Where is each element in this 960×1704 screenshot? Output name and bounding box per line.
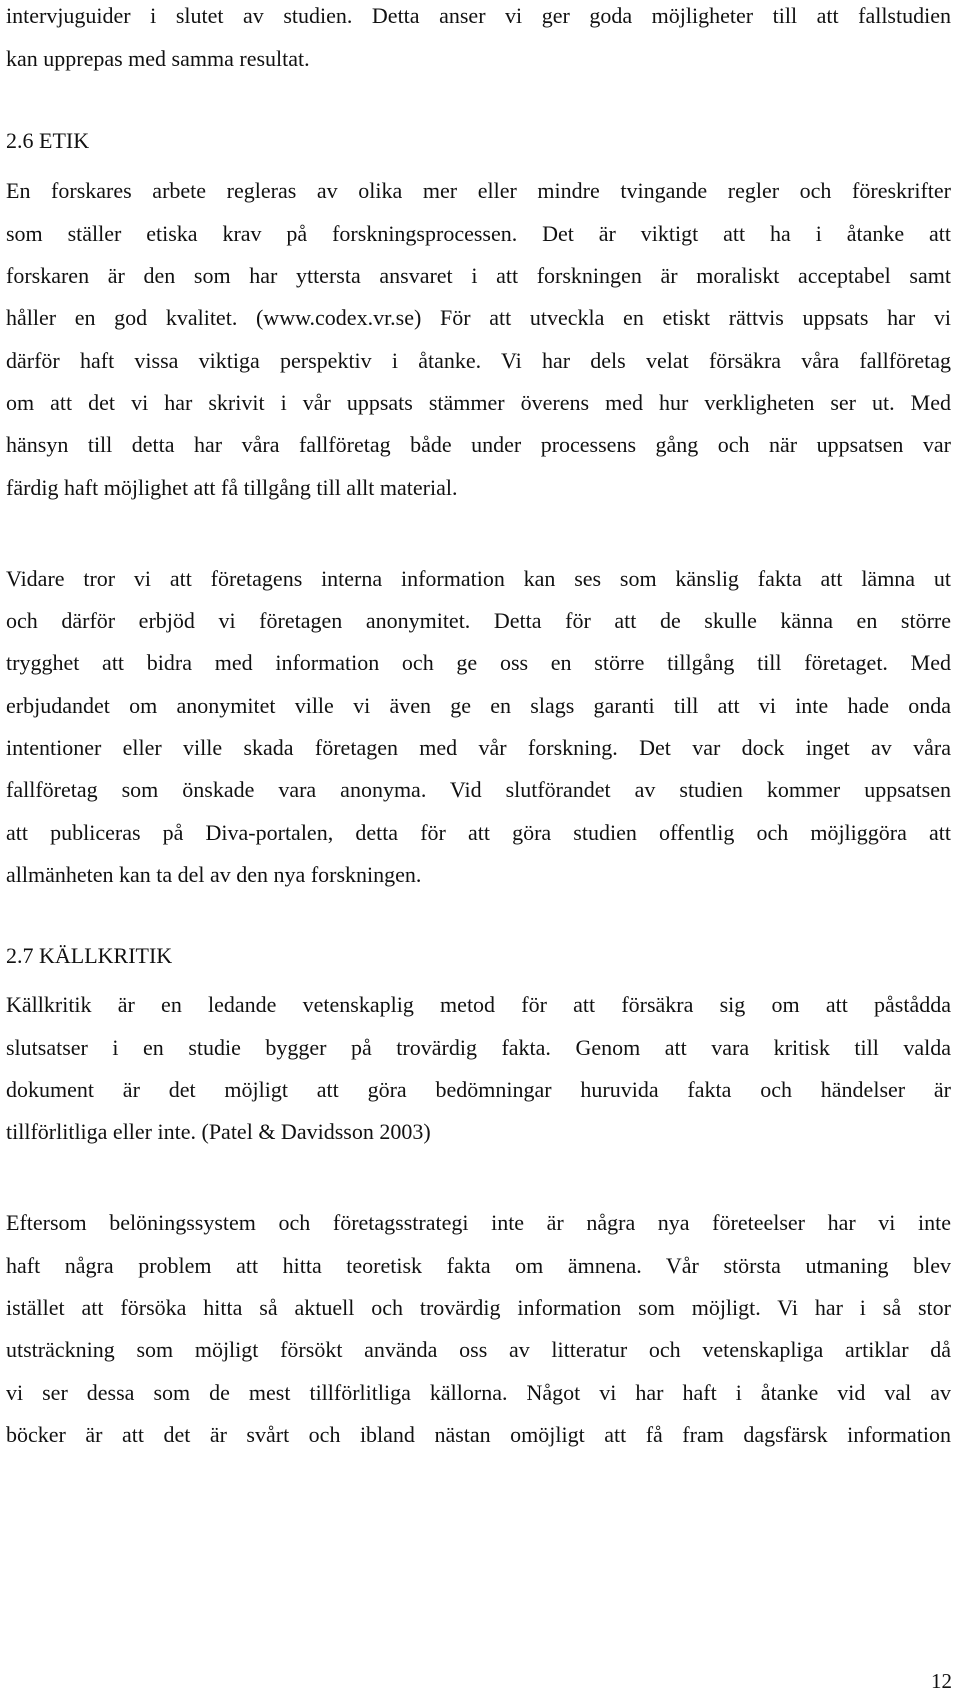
- body-text-line: att publiceras på Diva-portalen, detta för att göra studien offentlig och möjliggöra att: [6, 820, 951, 845]
- body-text-line: fallföretag som önskade vara anonyma. Vid slutförandet av studien kommer uppsatsen: [6, 777, 951, 802]
- page-number: 12: [931, 1669, 952, 1693]
- body-text-line: Eftersom belöningssystem och företagsstrategi inte är några nya företeelser har vi inte: [6, 1210, 951, 1235]
- body-text-line: erbjudandet om anonymitet ville vi även ge en slags garanti till att vi inte hade onda: [6, 693, 951, 718]
- body-text-line: Källkritik är en ledande vetenskaplig metod för att försäkra sig om att påstådda: [6, 992, 951, 1017]
- body-text-line: som ställer etiska krav på forskningsprocessen. Det är viktigt att ha i åtanke att: [6, 221, 951, 246]
- body-text-line: därför haft vissa viktiga perspektiv i åtanke. Vi har dels velat försäkra våra fallföretag: [6, 348, 951, 373]
- body-text-line: slutsatser i en studie bygger på trovärdig fakta. Genom att vara kritisk till valda: [6, 1035, 951, 1060]
- body-text-line: intervjuguider i slutet av studien. Detta anser vi ger goda möjligheter till att fallstudien: [6, 3, 951, 28]
- section-heading: 2.7 KÄLLKRITIK: [6, 943, 173, 968]
- body-text-line: kan upprepas med samma resultat.: [6, 46, 310, 71]
- body-text-line: och därför erbjöd vi företagen anonymitet. Detta för att de skulle känna en större: [6, 608, 951, 633]
- body-text-line: böcker är att det är svårt och ibland nästan omöjligt att få fram dagsfärsk information: [6, 1422, 951, 1447]
- body-text-line: hänsyn till detta har våra fallföretag både under processens gång och när uppsatsen var: [6, 432, 951, 457]
- body-text-line: Vidare tror vi att företagens interna information kan ses som känslig fakta att lämna ut: [6, 566, 951, 591]
- body-text-line: dokument är det möjligt att göra bedömningar huruvida fakta och händelser är: [6, 1077, 951, 1102]
- body-text-line: vi ser dessa som de mest tillförlitliga källorna. Något vi har haft i åtanke vid val av: [6, 1380, 951, 1405]
- body-text-line: intentioner eller ville skada företagen med vår forskning. Det var dock inget av våra: [6, 735, 951, 760]
- body-text-line: färdig haft möjlighet att få tillgång till allt material.: [6, 475, 458, 500]
- body-text-line: haft några problem att hitta teoretisk fakta om ämnena. Vår största utmaning blev: [6, 1253, 951, 1278]
- body-text-line: utsträckning som möjligt försökt använda oss av litteratur och vetenskapliga artiklar då: [6, 1337, 951, 1362]
- body-text-line: håller en god kvalitet. (www.codex.vr.se) För att utveckla en etiskt rättvis uppsats har vi: [6, 305, 951, 330]
- body-text-line: En forskares arbete regleras av olika mer eller mindre tvingande regler och föreskrifter: [6, 178, 951, 203]
- body-text-line: allmänheten kan ta del av den nya forskningen.: [6, 862, 422, 887]
- body-text-line: istället att försöka hitta så aktuell och trovärdig information som möjligt. Vi har i så stor: [6, 1295, 951, 1320]
- body-text-line: tillförlitliga eller inte. (Patel & Davidsson 2003): [6, 1119, 431, 1144]
- body-text-line: trygghet att bidra med information och ge oss en större tillgång till företaget. Med: [6, 650, 951, 675]
- section-heading: 2.6 ETIK: [6, 128, 90, 153]
- body-text-line: om att det vi har skrivit i vår uppsats stämmer överens med hur verkligheten ser ut. Med: [6, 390, 951, 415]
- body-text-line: forskaren är den som har yttersta ansvaret i att forskningen är moraliskt acceptabel samt: [6, 263, 951, 288]
